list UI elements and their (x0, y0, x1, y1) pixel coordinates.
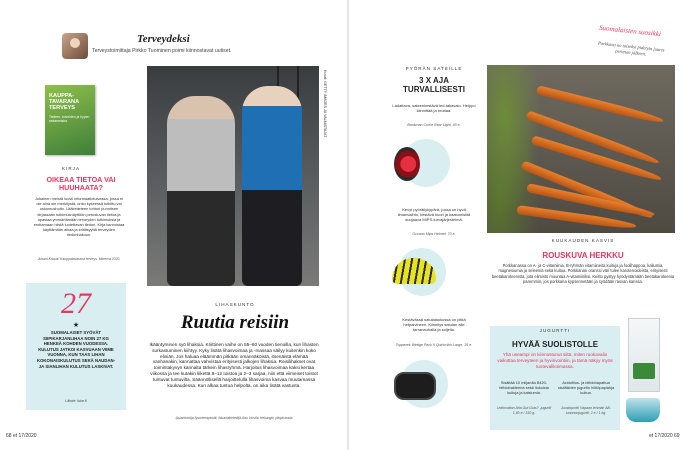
editor-avatar (62, 33, 88, 59)
star-icon: ★ (72, 322, 80, 329)
lunge-photo (147, 66, 319, 286)
book-section-label: KIRJA (62, 166, 81, 171)
book-title: OIKEAA TIETOA VAI HUUHAATA? (46, 175, 116, 192)
woman-figure (242, 86, 302, 286)
carrot-photo (487, 65, 675, 233)
stat-source: Lähde: luke.fi (65, 399, 87, 403)
article-headline: Ruutia reisiin (180, 312, 290, 333)
photo-credit: Kuvat: GETTY IMAGES JA VALMISTAJAT (323, 70, 327, 138)
taillight-product: Bookman Curve Rear Light, 40 e. (407, 123, 461, 127)
yogurt-title: HYVÄÄ SUOLISTOLLE (511, 340, 599, 349)
folio-right: et 17/2020 69 (649, 433, 680, 439)
book-credit: Juhani Knuuti: Kauppatavarana terveys. Minerva 2020. (37, 257, 121, 261)
helmet-text: Kevyt pyöräilykypärä, jossa on hyvä ilmanvaihto, kestävä kuori ja kaatumisiltä suojaava MIPS-turvajärjestelmä. (397, 207, 471, 222)
yogurt-carton-image (628, 318, 660, 392)
helmet-product: Occano Mips Helmet, 70 e. (412, 232, 456, 236)
saddlebag-image (400, 360, 448, 408)
book-cover (45, 85, 95, 155)
man-figure (167, 96, 235, 286)
vegetable-title: ROUSKUVA HERKKU (542, 251, 624, 260)
book-cover-title: KAUPPA-TAVARANA TERVEYS (49, 93, 79, 111)
book-cover-subtitle: Tieteen, toiveiden ja hypen sekamelska (49, 115, 90, 123)
bike-section-label: PYÖRÄN SATEILLE (405, 66, 463, 71)
stat-box (26, 283, 126, 410)
helmet-image (398, 248, 446, 296)
stat-number: 27 (61, 287, 91, 320)
yogurt-cup-image (626, 398, 660, 422)
yogurt-product2: Juustoportti Vapaan lehmän AB-luonnonjugurtti, 2 e / 1 kg. (560, 406, 612, 415)
saddlebag-text: Kestävässä satulalaukussa on pitkä hetpaivineen. Kiinnitys satulan alle tarranauhalla ja soljella. (402, 317, 466, 332)
bike-title: 3 X AJA TURVALLISESTI (403, 76, 465, 94)
pull-quote-title: Suomalaisten suosikki (598, 23, 662, 39)
stat-body: SUOMALAISET SYÖVÄT SIIPIKARJANLIHAA NOIN 27 KG HENKEÄ KOHDEN VUODESSA. KULUTUS JATKOI KASVUAAN VIIME VUONNA, KUN TAAS LIHAN KOKONAISKULUTUS SEKÄ NAUDAN- JA SIANLIHAN KULUTUS LASKIVAT. (36, 330, 116, 369)
section-title: Terveydeksi (137, 33, 190, 45)
vegetable-label: KUUKAUDEN KASVIS (551, 238, 615, 243)
yogurt-col1: Sisältää 10 miljardia B420-bifidobakteeria sekä liukoisia kuituja ja kalsiumia. (499, 380, 549, 395)
article-credit: Asiantuntija fysioterapeutti, liikuntatieteilijä Anu Hovila Helsingin yliopistosta (175, 416, 293, 420)
pull-quote-body: Porkkana on toiseksi pidetyin juures perunan jälkeen. (597, 40, 665, 57)
vegetable-body: Porkkanassa on A- ja C-vitamiinia, B-ryhmän vitamiineita kuituja ja foolihappoa, kaliumia, magnesiumia ja seleeniä sekä kuitua. Porkkanan oranssi väri tulee karotenoideista, erityisesti beetakaroteenista, jota elimistö muuntaa A-vitamiiniksi. Keitto pystyy hyödyntämään beetakaroteenia paremmin, jos porkkana kypsennetään ja syödään rasvan kanssa. (491, 263, 675, 284)
yogurt-product1: Lektovation Arla Gut Guts? -jugurtti 1,60 e / 150 g. (496, 406, 552, 415)
saddlebag-product: Topperek Wedge Pack II Quickclick Large, 35 e. (395, 343, 473, 347)
yogurt-lead: Yhä useampi on kiinnostunut siitä, miten ruokavalio vaikuttaa terveyteen ja hyvinvointiin, ja tämä näkyy myös tuotevalikoimassa. (497, 352, 613, 369)
taillight-text: Ladattava, sateenkestävä led-takavalo. Helppo kiinnittää ja irrottaa. (392, 103, 476, 113)
book-body: Jokainen meistä luovii informaatiotulvassa, jossa ei ole aina ole merkitystä, onko kyseessä tutkittu vai uskomushoito. Lääketieteen tohtori punnitsee kirjassaan tutkimusnäyttöön perustuvan tietoa ja opastaa ymmärtämään terveyden tutkimuksia ja erottamaan niistä luotettavan tiedon. Kirja kannustaa käyttämään aikaa ja kriittisyyttä terveyden tiedonhakuun. (33, 196, 125, 238)
article-body: Ikääntyminen syö lihaksia. Kriittinen vaihe on 55–60 vuoden tienoilla, kun lihasten surkastuminen kiihtyy. Kyky lisätä lihasvoimaa ja -massaa säilyy kuitenkin koko eliniän. Jos haluaa eläämmän pitkään omannäköistä, itsenäistä elämää vanhanakin, kannattaa vahvistaa erityisesti jalkojen lihaksia. Reisilihakset ovat toimintakyvyn kannalta tärkein lihasryhmä. Harjoitus lihasvoimaa kaksi kertaa viikossa ja tee kutakin liikettä 8–12 toistoa ja 2–3 sarjaa, niin että viimeiset toistot tuntuvat tuntuvilta. Säännöllisellä harjoittelulla lihasvoima kasvaa muutamassa kuukaudessa. Kun alkaa tuntua helpolta, on aika lisätä vastusta. (149, 342, 319, 388)
article-kicker: LIHASKUNTO (215, 302, 255, 307)
yogurt-box (490, 326, 620, 430)
taillight-image (402, 139, 450, 187)
folio-left: 68 et 17/2020 (6, 433, 37, 439)
section-subtitle: Terveystoimittaja Pirkko Tuominen poimi kiinnostavat uutiset. (92, 48, 232, 54)
yogurt-kicker: JUGURTTI (539, 328, 571, 333)
yogurt-col2: Acidofilus- ja bifidohapattua sisältävien jugurtin höltöpaplahja kuitua. (557, 380, 615, 395)
right-page (348, 0, 696, 450)
